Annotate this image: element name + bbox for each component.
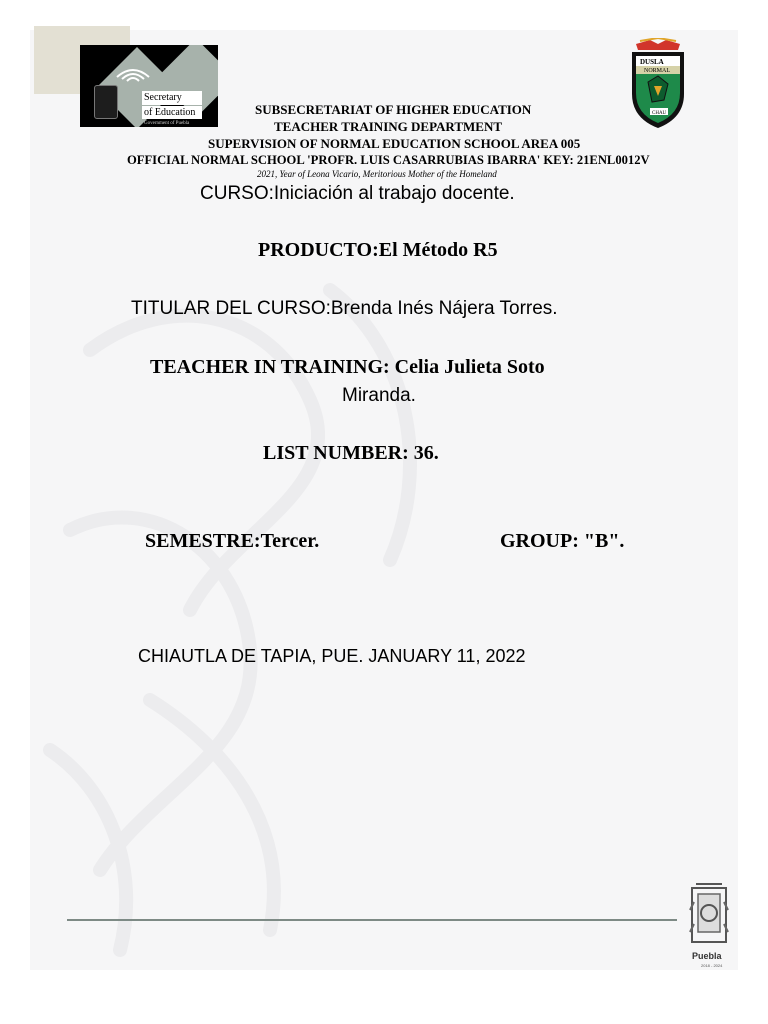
puebla-wordmark: Puebla (692, 951, 722, 961)
place-date: CHIAUTLA DE TAPIA, PUE. JANUARY 11, 2022 (138, 646, 526, 666)
header-line-1: SUBSECRETARIAT OF HIGHER EDUCATION (255, 102, 532, 117)
course-teacher: TITULAR DEL CURSO:Brenda Inés Nájera Torres. (131, 298, 558, 319)
header-line-4: OFFICIAL NORMAL SCHOOL 'PROFR. LUIS CASARRUBIAS IBARRA' KEY: 21ENL0012V (127, 153, 650, 167)
sep-emblem-icon (114, 63, 152, 85)
school-shield-logo (628, 38, 688, 130)
semester (145, 530, 319, 553)
shield-top-word: DUSLA (640, 58, 664, 66)
puebla-crest-icon (94, 85, 118, 119)
puebla-years: 2018 - 2024 (701, 963, 723, 968)
shield-bottom-word: CHAU (652, 111, 667, 116)
product-title: PRODUCTO:El Método R5 (258, 239, 498, 261)
logo-gov-line: Government of Puebla (144, 121, 190, 126)
header-line-5: 2021, Year of Leona Vicario, Meritorious Mother of the Homeland (257, 169, 497, 179)
semester-value: Tercer. (260, 530, 320, 552)
teacher-in-training: TEACHER IN TRAINING: Celia Julieta Soto (150, 356, 545, 378)
logo-label-line2: of Education (142, 106, 202, 119)
group: GROUP: "B". (500, 530, 625, 552)
secretary-of-education-logo (80, 45, 218, 127)
watermark-ornament (30, 230, 738, 970)
footer-divider (67, 919, 677, 921)
header-line-2: TEACHER TRAINING DEPARTMENT (274, 119, 503, 134)
list-number: LIST NUMBER: 36. (263, 442, 439, 464)
teacher-in-training-cont: Miranda. (342, 385, 416, 406)
header-line-3: SUPERVISION OF NORMAL EDUCATION SCHOOL AREA 005 (208, 136, 581, 151)
semester-label: SEMESTRE: (145, 530, 261, 552)
logo-label-line1: Secretary (142, 91, 202, 105)
course-title: CURSO:Iniciación al trabajo docente. (200, 183, 515, 204)
shield-band-word: NORMAL (644, 68, 671, 74)
